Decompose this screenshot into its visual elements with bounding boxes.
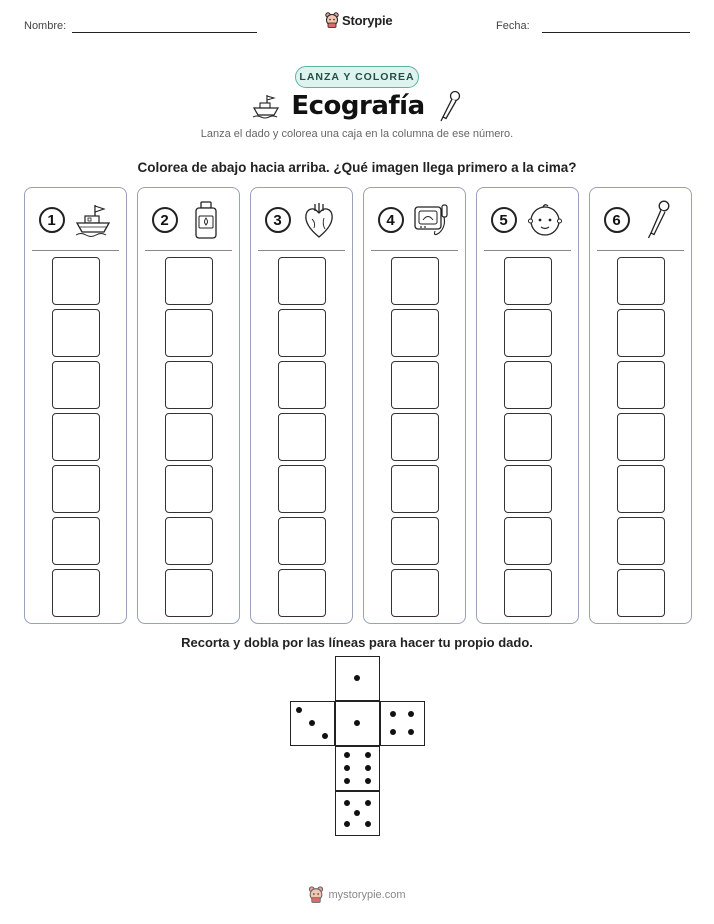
color-box[interactable] bbox=[617, 465, 665, 513]
footer bbox=[0, 886, 714, 903]
color-box[interactable] bbox=[165, 309, 213, 357]
color-box[interactable] bbox=[391, 569, 439, 617]
ultrasound-probe-icon bbox=[435, 90, 463, 122]
column-6 bbox=[589, 187, 692, 624]
color-box[interactable] bbox=[617, 257, 665, 305]
die-face-5 bbox=[335, 791, 380, 836]
die-pip bbox=[365, 778, 371, 784]
die-face-1 bbox=[335, 701, 380, 746]
die-pip bbox=[344, 821, 350, 827]
color-box[interactable] bbox=[504, 309, 552, 357]
color-box[interactable] bbox=[165, 413, 213, 461]
boat-icon bbox=[74, 202, 112, 238]
die-pip bbox=[344, 800, 350, 806]
color-box[interactable] bbox=[278, 569, 326, 617]
boat-icon bbox=[251, 93, 281, 119]
die-pip bbox=[354, 720, 360, 726]
page-title: Ecografía bbox=[291, 91, 425, 121]
bear-logo-icon bbox=[308, 886, 324, 903]
ultrasound-probe-icon bbox=[643, 200, 673, 240]
ultrasound-machine-icon bbox=[413, 201, 451, 239]
color-box[interactable] bbox=[278, 361, 326, 409]
column-number: 6 bbox=[604, 207, 630, 233]
color-box[interactable] bbox=[52, 309, 100, 357]
gel-bottle-icon bbox=[191, 200, 221, 240]
die-pip bbox=[365, 765, 371, 771]
color-box[interactable] bbox=[391, 309, 439, 357]
color-box[interactable] bbox=[391, 257, 439, 305]
column-1 bbox=[24, 187, 127, 624]
bear-logo-icon bbox=[325, 12, 339, 28]
color-box[interactable] bbox=[391, 517, 439, 565]
color-box[interactable] bbox=[504, 517, 552, 565]
column-2 bbox=[137, 187, 240, 624]
color-box[interactable] bbox=[391, 361, 439, 409]
title-row bbox=[0, 90, 714, 122]
color-box[interactable] bbox=[52, 257, 100, 305]
color-box[interactable] bbox=[617, 569, 665, 617]
subtitle: Lanza el dado y colorea una caja en la columna de ese número. bbox=[200, 128, 514, 140]
date-line[interactable] bbox=[542, 32, 690, 33]
die-pip bbox=[344, 765, 350, 771]
die-pip bbox=[322, 733, 328, 739]
heart-icon bbox=[302, 201, 336, 239]
brand-logo bbox=[325, 12, 392, 28]
color-box[interactable] bbox=[278, 413, 326, 461]
color-box[interactable] bbox=[504, 569, 552, 617]
die-pip bbox=[408, 729, 414, 735]
die-pip bbox=[309, 720, 315, 726]
color-box[interactable] bbox=[617, 309, 665, 357]
color-box[interactable] bbox=[52, 413, 100, 461]
box-stack bbox=[504, 257, 552, 617]
color-box[interactable] bbox=[52, 569, 100, 617]
color-box[interactable] bbox=[391, 465, 439, 513]
column-number: 4 bbox=[378, 207, 404, 233]
die-pip bbox=[365, 800, 371, 806]
color-box[interactable] bbox=[165, 361, 213, 409]
column-5 bbox=[476, 187, 579, 624]
die-pip bbox=[354, 675, 360, 681]
box-stack bbox=[165, 257, 213, 617]
color-box[interactable] bbox=[278, 517, 326, 565]
color-box[interactable] bbox=[391, 413, 439, 461]
name-line[interactable] bbox=[72, 32, 257, 33]
color-box[interactable] bbox=[165, 465, 213, 513]
box-stack bbox=[391, 257, 439, 617]
die-pip bbox=[365, 752, 371, 758]
die-pip bbox=[408, 711, 414, 717]
box-stack bbox=[52, 257, 100, 617]
box-stack bbox=[617, 257, 665, 617]
column-number: 2 bbox=[152, 207, 178, 233]
column-number: 1 bbox=[39, 207, 65, 233]
baby-face-icon bbox=[527, 202, 563, 238]
instruction: Colorea de abajo hacia arriba. ¿Qué imagen llega primero a la cima? bbox=[137, 160, 577, 175]
color-box[interactable] bbox=[504, 257, 552, 305]
date-label: Fecha: bbox=[496, 20, 530, 32]
footer-url: mystorypie.com bbox=[328, 888, 406, 901]
box-stack bbox=[278, 257, 326, 617]
brand-name: Storypie bbox=[342, 12, 393, 28]
die-pip bbox=[344, 778, 350, 784]
column-number: 3 bbox=[265, 207, 291, 233]
die-face-1 bbox=[335, 656, 380, 701]
color-box[interactable] bbox=[504, 413, 552, 461]
color-box[interactable] bbox=[165, 517, 213, 565]
die-face-3 bbox=[290, 701, 335, 746]
die-instruction: Recorta y dobla por las líneas para hacer tu propio dado. bbox=[181, 635, 533, 650]
column-4 bbox=[363, 187, 466, 624]
activity-badge: LANZA Y COLOREA bbox=[295, 66, 419, 88]
die-pip bbox=[296, 707, 302, 713]
color-box[interactable] bbox=[278, 465, 326, 513]
columns-board bbox=[24, 187, 692, 624]
color-box[interactable] bbox=[165, 569, 213, 617]
color-box[interactable] bbox=[278, 309, 326, 357]
color-box[interactable] bbox=[278, 257, 326, 305]
color-box[interactable] bbox=[165, 257, 213, 305]
name-label: Nombre: bbox=[24, 20, 67, 32]
color-box[interactable] bbox=[617, 413, 665, 461]
die-pip bbox=[390, 729, 396, 735]
die-face-4 bbox=[380, 701, 425, 746]
die-pip bbox=[390, 711, 396, 717]
color-box[interactable] bbox=[617, 361, 665, 409]
die-face-6 bbox=[335, 746, 380, 791]
die-pip bbox=[354, 810, 360, 816]
color-box[interactable] bbox=[52, 361, 100, 409]
color-box[interactable] bbox=[504, 361, 552, 409]
color-box[interactable] bbox=[52, 465, 100, 513]
die-pip bbox=[344, 752, 350, 758]
column-3 bbox=[250, 187, 353, 624]
die-pip bbox=[365, 821, 371, 827]
color-box[interactable] bbox=[52, 517, 100, 565]
color-box[interactable] bbox=[617, 517, 665, 565]
color-box[interactable] bbox=[504, 465, 552, 513]
column-number: 5 bbox=[491, 207, 517, 233]
